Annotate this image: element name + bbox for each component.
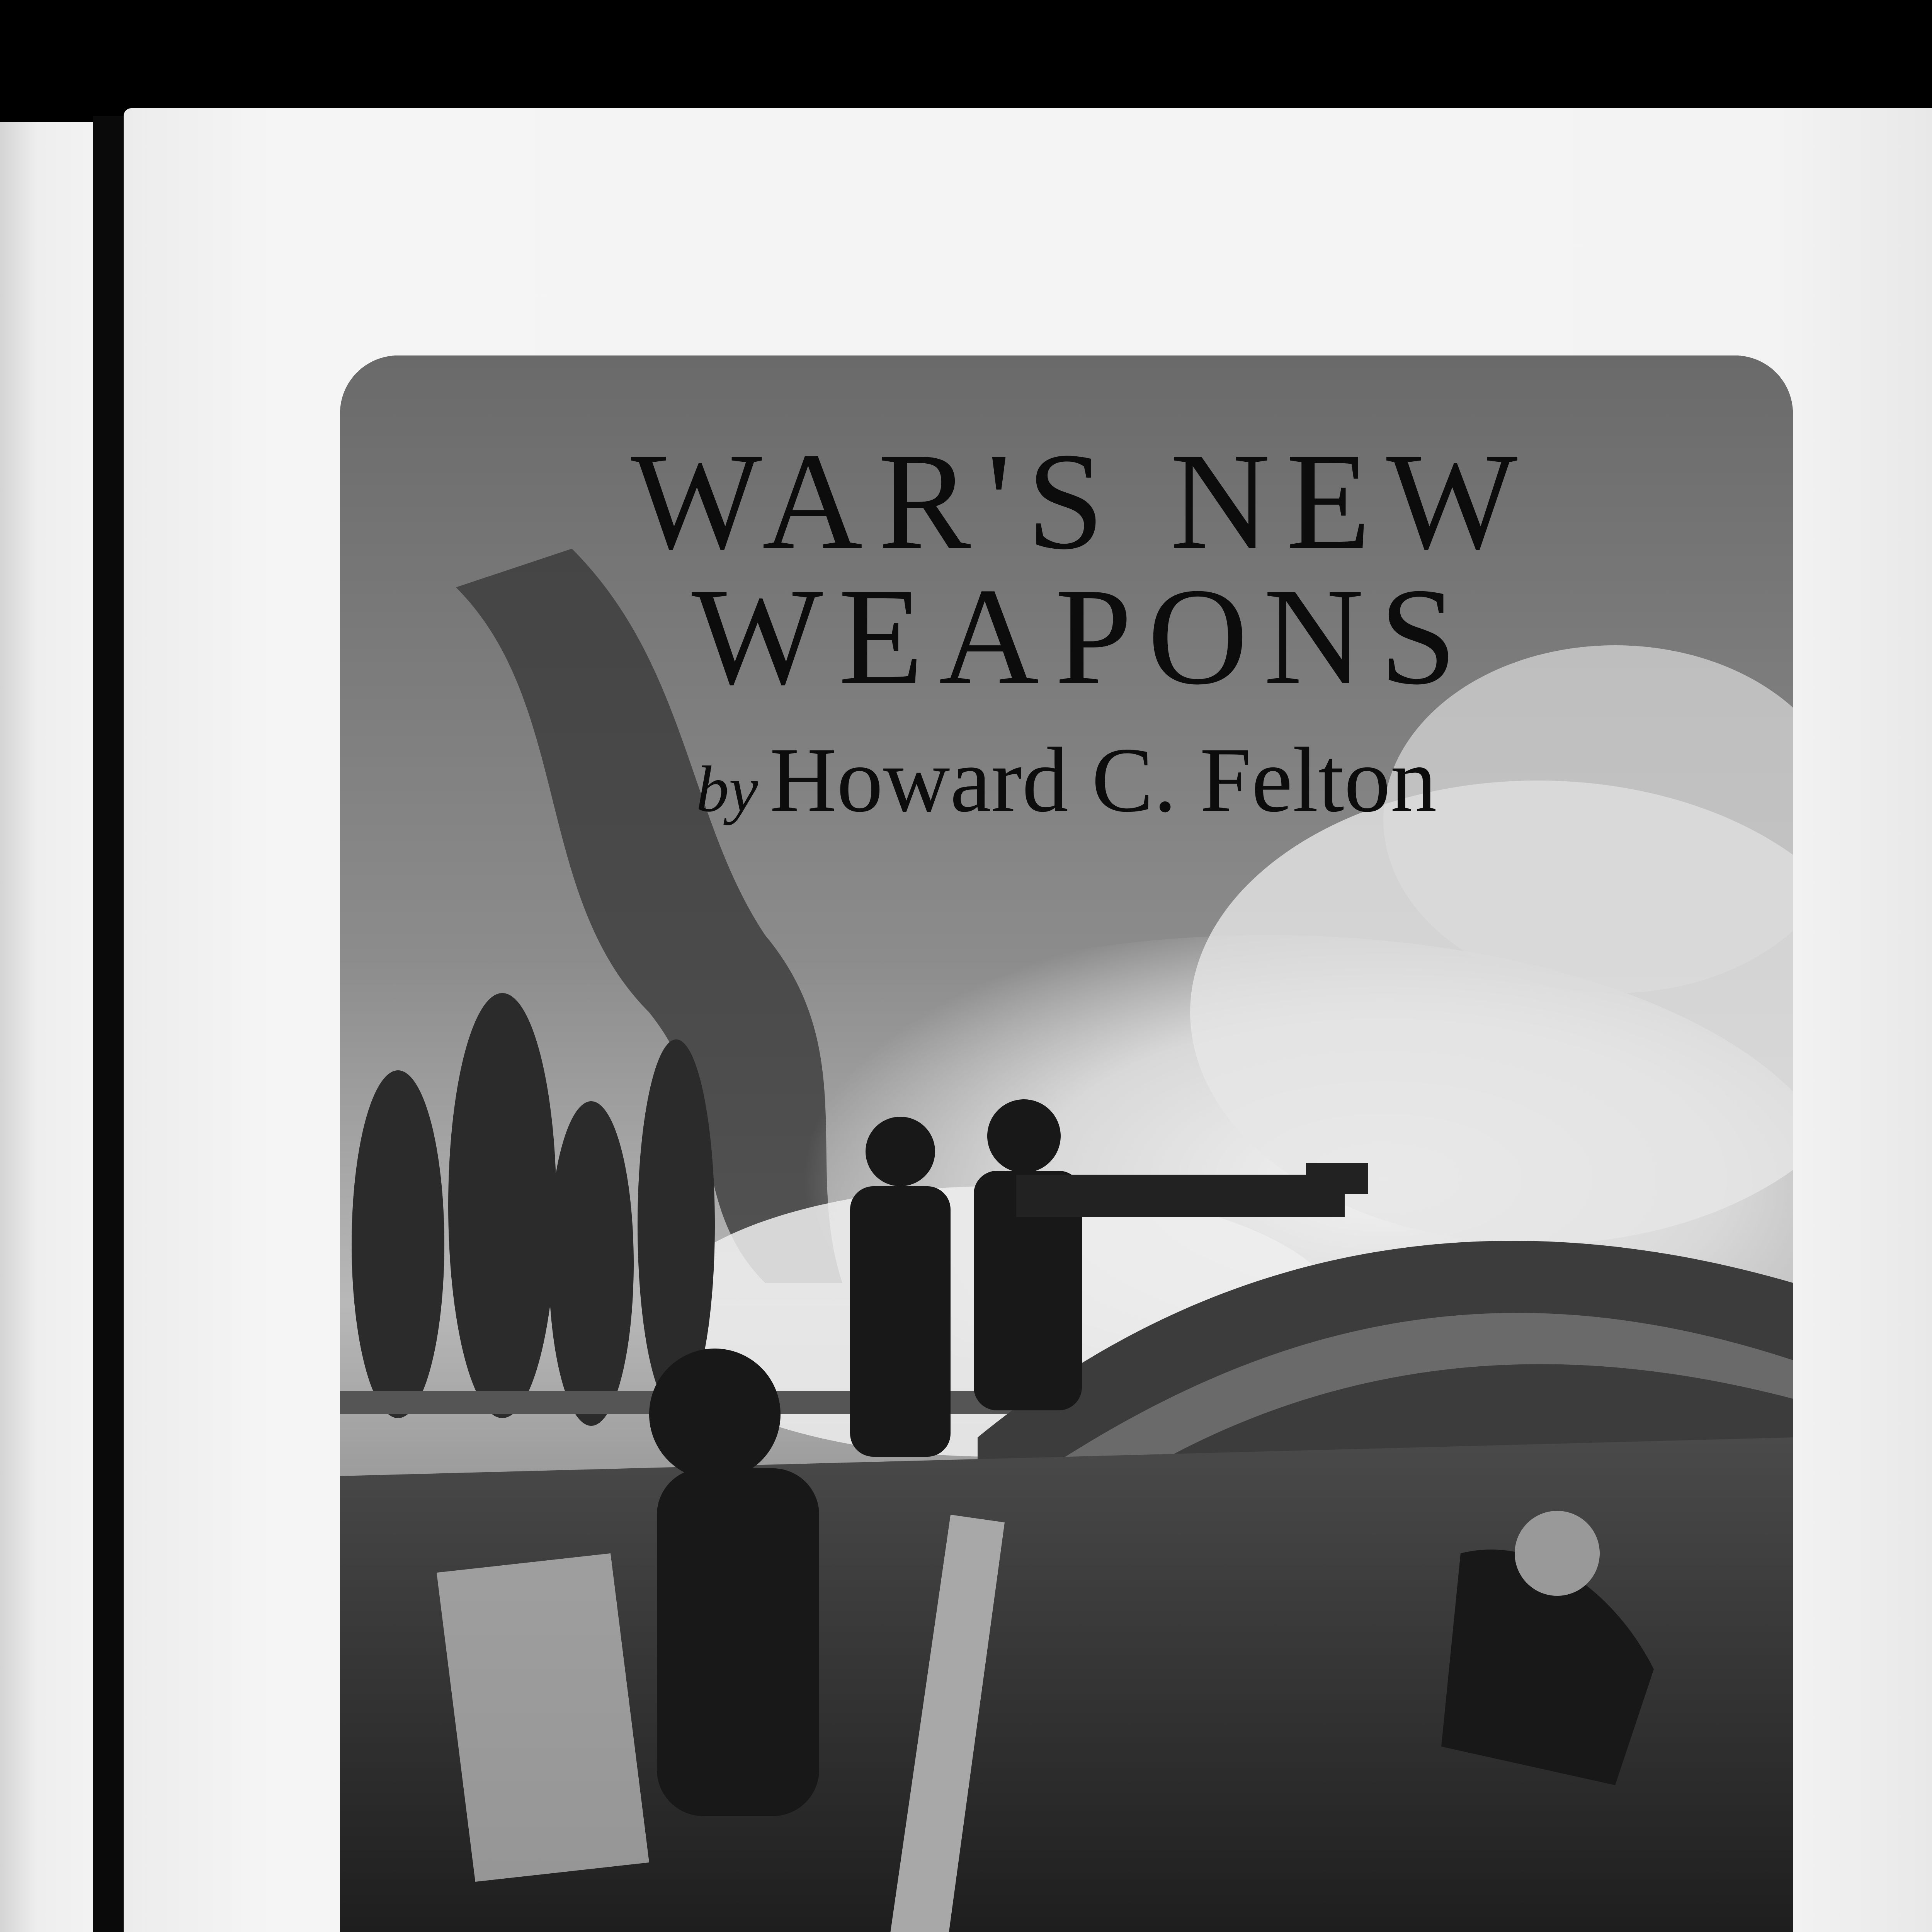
war-illustration: [340, 355, 1793, 1932]
author-name: Howard C. Felton: [769, 728, 1437, 831]
article-title-line-1: WAR'S NEW: [631, 424, 1533, 578]
article-title-line-2: WEAPONS: [691, 559, 1473, 713]
page-gutter: [93, 116, 124, 1932]
byline-prefix: by: [696, 753, 758, 825]
previous-page-edge: [0, 122, 93, 1932]
byline: [340, 726, 1793, 833]
